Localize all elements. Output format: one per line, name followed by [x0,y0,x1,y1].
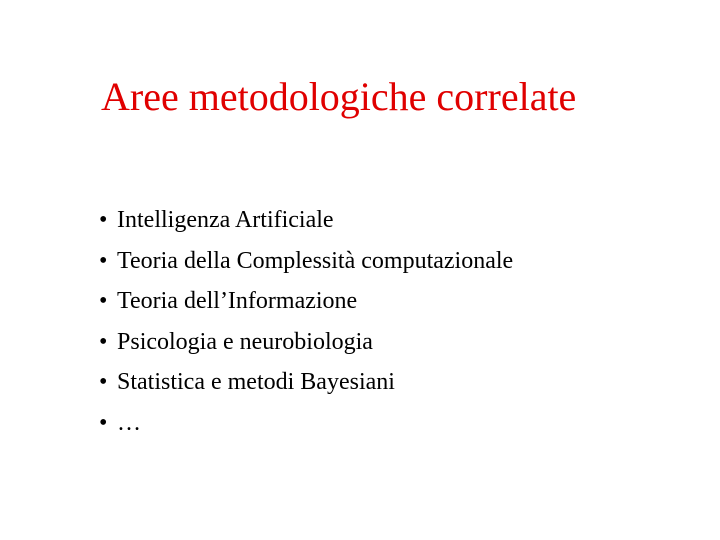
bullet-item [99,245,513,286]
bullet-text: Intelligenza Artificiale [117,207,334,233]
bullet-icon: • [99,288,108,314]
slide-title: Aree metodologiche correlate [101,74,577,119]
bullet-text: Teoria dell’Informazione [117,288,358,314]
bullet-text: Psicologia e neurobiologia [117,328,373,355]
bullet-item [99,366,513,407]
bullet-icon: • [99,369,108,395]
bullet-item [99,285,513,326]
bullet-icon: • [99,207,108,233]
bullet-text: Statistica e metodi Bayesiani [117,369,395,395]
bullet-list [99,204,513,447]
bullet-icon: • [99,247,108,274]
bullet-text: … [117,409,141,436]
bullet-icon: • [99,328,108,355]
bullet-icon: • [99,409,108,436]
bullet-item [99,326,513,367]
bullet-item [99,204,513,245]
bullet-item [99,407,513,448]
bullet-text: Teoria della Complessità computazionale [117,247,514,274]
